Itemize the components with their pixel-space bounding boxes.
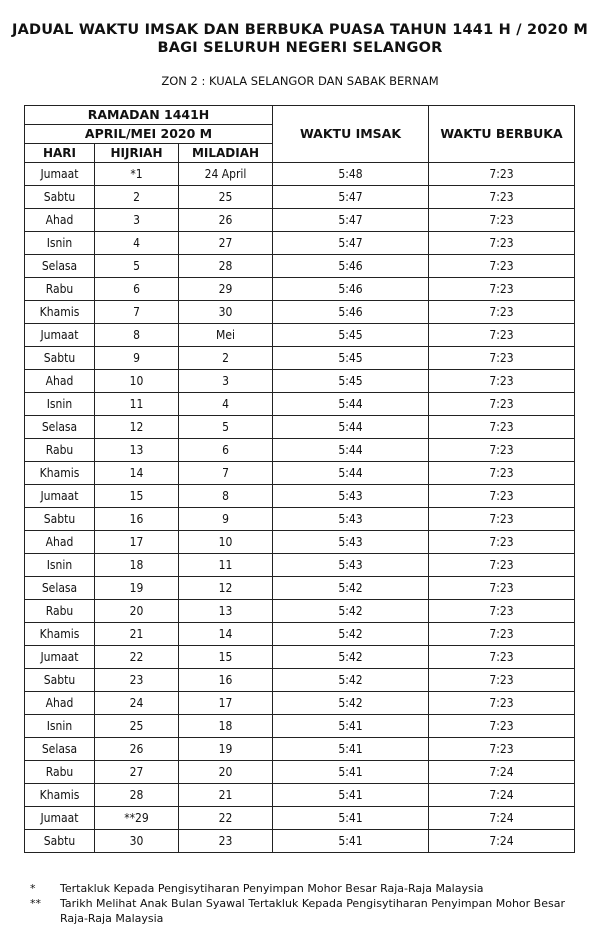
berbuka-time-cell: 7:23 [429, 692, 575, 715]
berbuka-time-cell: 7:24 [429, 807, 575, 830]
day-cell: Rabu [25, 761, 95, 784]
imsak-time-cell: 5:42 [273, 646, 429, 669]
day-cell: Sabtu [25, 186, 95, 209]
zone-label: ZON 2 : KUALA SELANGOR DAN SABAK BERNAM [161, 74, 439, 88]
berbuka-time-cell: 7:23 [429, 646, 575, 669]
day-cell: Selasa [25, 738, 95, 761]
day-cell: Ahad [25, 531, 95, 554]
miladiah-cell: 28 [179, 255, 273, 278]
berbuka-time-cell: 7:23 [429, 669, 575, 692]
imsak-time-cell: 5:47 [273, 209, 429, 232]
imsak-time-cell: 5:45 [273, 347, 429, 370]
imsak-time-cell: 5:41 [273, 761, 429, 784]
hijriah-cell: 14 [95, 462, 179, 485]
day-cell: Selasa [25, 416, 95, 439]
table-row [25, 646, 575, 669]
berbuka-time-cell: 7:23 [429, 186, 575, 209]
table-row [25, 186, 575, 209]
table-row [25, 209, 575, 232]
table-row [25, 807, 575, 830]
hijriah-cell: 23 [95, 669, 179, 692]
berbuka-time-cell: 7:23 [429, 738, 575, 761]
document-title: JADUAL WAKTU IMSAK DAN BERBUKA PUASA TAHUN 1441 H / 2020 M [11, 22, 588, 38]
hijriah-cell: 2 [95, 186, 179, 209]
berbuka-time-cell: 7:23 [429, 554, 575, 577]
imsak-column-header: WAKTU IMSAK [273, 106, 429, 163]
schedule-table [24, 105, 575, 853]
day-cell: Ahad [25, 692, 95, 715]
day-cell: Jumaat [25, 324, 95, 347]
berbuka-time-cell: 7:23 [429, 623, 575, 646]
hijriah-cell: 19 [95, 577, 179, 600]
day-cell: Khamis [25, 301, 95, 324]
hijriah-column-header: HIJRIAH [95, 144, 179, 163]
miladiah-cell: 13 [179, 600, 273, 623]
day-cell: Khamis [25, 462, 95, 485]
hijriah-cell: 24 [95, 692, 179, 715]
hijriah-cell: 5 [95, 255, 179, 278]
day-cell: Khamis [25, 623, 95, 646]
imsak-time-cell: 5:45 [273, 370, 429, 393]
hari-column-header: HARI [25, 144, 95, 163]
miladiah-cell: 20 [179, 761, 273, 784]
table-row [25, 324, 575, 347]
day-cell: Isnin [25, 393, 95, 416]
imsak-time-cell: 5:46 [273, 255, 429, 278]
document-subtitle: BAGI SELURUH NEGERI SELANGOR [157, 40, 443, 56]
footnote-text: Tertakluk Kepada Pengisytiharan Penyimpan Mohor Besar Raja-Raja Malaysia [60, 882, 484, 895]
berbuka-time-cell: 7:23 [429, 347, 575, 370]
miladiah-cell: 19 [179, 738, 273, 761]
berbuka-column-header: WAKTU BERBUKA [429, 106, 575, 163]
berbuka-time-cell: 7:23 [429, 462, 575, 485]
miladiah-cell: 10 [179, 531, 273, 554]
imsak-time-cell: 5:43 [273, 554, 429, 577]
hijriah-cell: 25 [95, 715, 179, 738]
imsak-time-cell: 5:46 [273, 278, 429, 301]
hijriah-cell: 6 [95, 278, 179, 301]
miladiah-cell: 7 [179, 462, 273, 485]
hijriah-cell: 26 [95, 738, 179, 761]
berbuka-time-cell: 7:23 [429, 577, 575, 600]
imsak-time-cell: 5:44 [273, 416, 429, 439]
miladiah-cell: Mei [179, 324, 273, 347]
imsak-time-cell: 5:46 [273, 301, 429, 324]
hijriah-cell: 20 [95, 600, 179, 623]
berbuka-time-cell: 7:23 [429, 439, 575, 462]
miladiah-cell: 21 [179, 784, 273, 807]
imsak-time-cell: 5:41 [273, 807, 429, 830]
day-cell: Sabtu [25, 508, 95, 531]
miladiah-cell: 16 [179, 669, 273, 692]
hijriah-cell: 22 [95, 646, 179, 669]
ramadan-header: RAMADAN 1441H [25, 106, 273, 125]
hijriah-cell: *1 [95, 163, 179, 186]
day-cell: Isnin [25, 232, 95, 255]
table-row [25, 554, 575, 577]
table-row [25, 393, 575, 416]
imsak-time-cell: 5:44 [273, 439, 429, 462]
miladiah-cell: 27 [179, 232, 273, 255]
table-row [25, 600, 575, 623]
table-row [25, 761, 575, 784]
miladiah-cell: 4 [179, 393, 273, 416]
hijriah-cell: 4 [95, 232, 179, 255]
footnote-text: Tarikh Melihat Anak Bulan Syawal Tertakluk Kepada Pengisytiharan Penyimpan Mohor Besar Raja-Raja Malaysia [60, 897, 565, 925]
miladiah-cell: 29 [179, 278, 273, 301]
hijriah-cell: 13 [95, 439, 179, 462]
table-row [25, 738, 575, 761]
hijriah-cell: 16 [95, 508, 179, 531]
day-cell: Sabtu [25, 830, 95, 853]
imsak-time-cell: 5:47 [273, 232, 429, 255]
imsak-time-cell: 5:48 [273, 163, 429, 186]
berbuka-time-cell: 7:23 [429, 531, 575, 554]
miladiah-cell: 3 [179, 370, 273, 393]
imsak-time-cell: 5:43 [273, 531, 429, 554]
table-row [25, 301, 575, 324]
day-cell: Sabtu [25, 669, 95, 692]
imsak-time-cell: 5:42 [273, 692, 429, 715]
berbuka-time-cell: 7:23 [429, 255, 575, 278]
imsak-time-cell: 5:42 [273, 623, 429, 646]
hijriah-cell: 7 [95, 301, 179, 324]
miladiah-cell: 2 [179, 347, 273, 370]
miladiah-cell: 30 [179, 301, 273, 324]
day-cell: Rabu [25, 600, 95, 623]
imsak-time-cell: 5:41 [273, 738, 429, 761]
table-row [25, 163, 575, 186]
imsak-time-cell: 5:41 [273, 784, 429, 807]
hijriah-cell: 10 [95, 370, 179, 393]
day-cell: Rabu [25, 278, 95, 301]
hijriah-cell: 11 [95, 393, 179, 416]
table-row [25, 416, 575, 439]
table-row [25, 577, 575, 600]
hijriah-cell: 15 [95, 485, 179, 508]
miladiah-cell: 18 [179, 715, 273, 738]
day-cell: Khamis [25, 784, 95, 807]
table-row [25, 439, 575, 462]
hijriah-cell: **29 [95, 807, 179, 830]
imsak-time-cell: 5:45 [273, 324, 429, 347]
berbuka-time-cell: 7:23 [429, 232, 575, 255]
table-row [25, 692, 575, 715]
imsak-time-cell: 5:47 [273, 186, 429, 209]
table-row [25, 531, 575, 554]
day-cell: Sabtu [25, 347, 95, 370]
table-row [25, 623, 575, 646]
berbuka-time-cell: 7:24 [429, 830, 575, 853]
footnotes [30, 881, 590, 926]
footnote-2 [30, 896, 590, 926]
table-row [25, 232, 575, 255]
day-cell: Rabu [25, 439, 95, 462]
table-row [25, 462, 575, 485]
imsak-time-cell: 5:43 [273, 508, 429, 531]
imsak-time-cell: 5:43 [273, 485, 429, 508]
miladiah-cell: 24 April [179, 163, 273, 186]
day-cell: Jumaat [25, 163, 95, 186]
miladiah-cell: 22 [179, 807, 273, 830]
berbuka-time-cell: 7:23 [429, 301, 575, 324]
berbuka-time-cell: 7:23 [429, 209, 575, 232]
hijriah-cell: 18 [95, 554, 179, 577]
footnote-marker: * [30, 882, 36, 895]
hijriah-cell: 3 [95, 209, 179, 232]
imsak-time-cell: 5:41 [273, 830, 429, 853]
table-row [25, 830, 575, 853]
table-row [25, 278, 575, 301]
miladiah-cell: 23 [179, 830, 273, 853]
berbuka-time-cell: 7:24 [429, 784, 575, 807]
day-cell: Selasa [25, 255, 95, 278]
footnote-1 [30, 881, 590, 896]
month-header: APRIL/MEI 2020 M [25, 125, 273, 144]
miladiah-cell: 25 [179, 186, 273, 209]
hijriah-cell: 12 [95, 416, 179, 439]
berbuka-time-cell: 7:23 [429, 715, 575, 738]
miladiah-cell: 17 [179, 692, 273, 715]
berbuka-time-cell: 7:23 [429, 370, 575, 393]
day-cell: Isnin [25, 554, 95, 577]
table-row [25, 370, 575, 393]
table-row [25, 715, 575, 738]
day-cell: Isnin [25, 715, 95, 738]
imsak-time-cell: 5:42 [273, 600, 429, 623]
table-row [25, 784, 575, 807]
hijriah-cell: 28 [95, 784, 179, 807]
berbuka-time-cell: 7:23 [429, 508, 575, 531]
berbuka-time-cell: 7:23 [429, 324, 575, 347]
imsak-time-cell: 5:42 [273, 669, 429, 692]
miladiah-cell: 12 [179, 577, 273, 600]
imsak-time-cell: 5:42 [273, 577, 429, 600]
hijriah-cell: 9 [95, 347, 179, 370]
table-row [25, 508, 575, 531]
table-row [25, 255, 575, 278]
day-cell: Ahad [25, 370, 95, 393]
hijriah-cell: 8 [95, 324, 179, 347]
hijriah-cell: 30 [95, 830, 179, 853]
berbuka-time-cell: 7:23 [429, 393, 575, 416]
miladiah-cell: 26 [179, 209, 273, 232]
miladiah-cell: 11 [179, 554, 273, 577]
imsak-time-cell: 5:44 [273, 462, 429, 485]
hijriah-cell: 17 [95, 531, 179, 554]
table-row [25, 485, 575, 508]
miladiah-column-header: MILADIAH [179, 144, 273, 163]
miladiah-cell: 9 [179, 508, 273, 531]
berbuka-time-cell: 7:23 [429, 416, 575, 439]
day-cell: Jumaat [25, 807, 95, 830]
hijriah-cell: 21 [95, 623, 179, 646]
miladiah-cell: 8 [179, 485, 273, 508]
day-cell: Ahad [25, 209, 95, 232]
miladiah-cell: 6 [179, 439, 273, 462]
imsak-time-cell: 5:44 [273, 393, 429, 416]
berbuka-time-cell: 7:23 [429, 600, 575, 623]
miladiah-cell: 14 [179, 623, 273, 646]
miladiah-cell: 5 [179, 416, 273, 439]
berbuka-time-cell: 7:24 [429, 761, 575, 784]
footnote-marker: ** [30, 897, 41, 910]
table-row [25, 347, 575, 370]
day-cell: Jumaat [25, 646, 95, 669]
day-cell: Jumaat [25, 485, 95, 508]
day-cell: Selasa [25, 577, 95, 600]
berbuka-time-cell: 7:23 [429, 163, 575, 186]
hijriah-cell: 27 [95, 761, 179, 784]
table-row [25, 669, 575, 692]
berbuka-time-cell: 7:23 [429, 485, 575, 508]
berbuka-time-cell: 7:23 [429, 278, 575, 301]
imsak-time-cell: 5:41 [273, 715, 429, 738]
miladiah-cell: 15 [179, 646, 273, 669]
